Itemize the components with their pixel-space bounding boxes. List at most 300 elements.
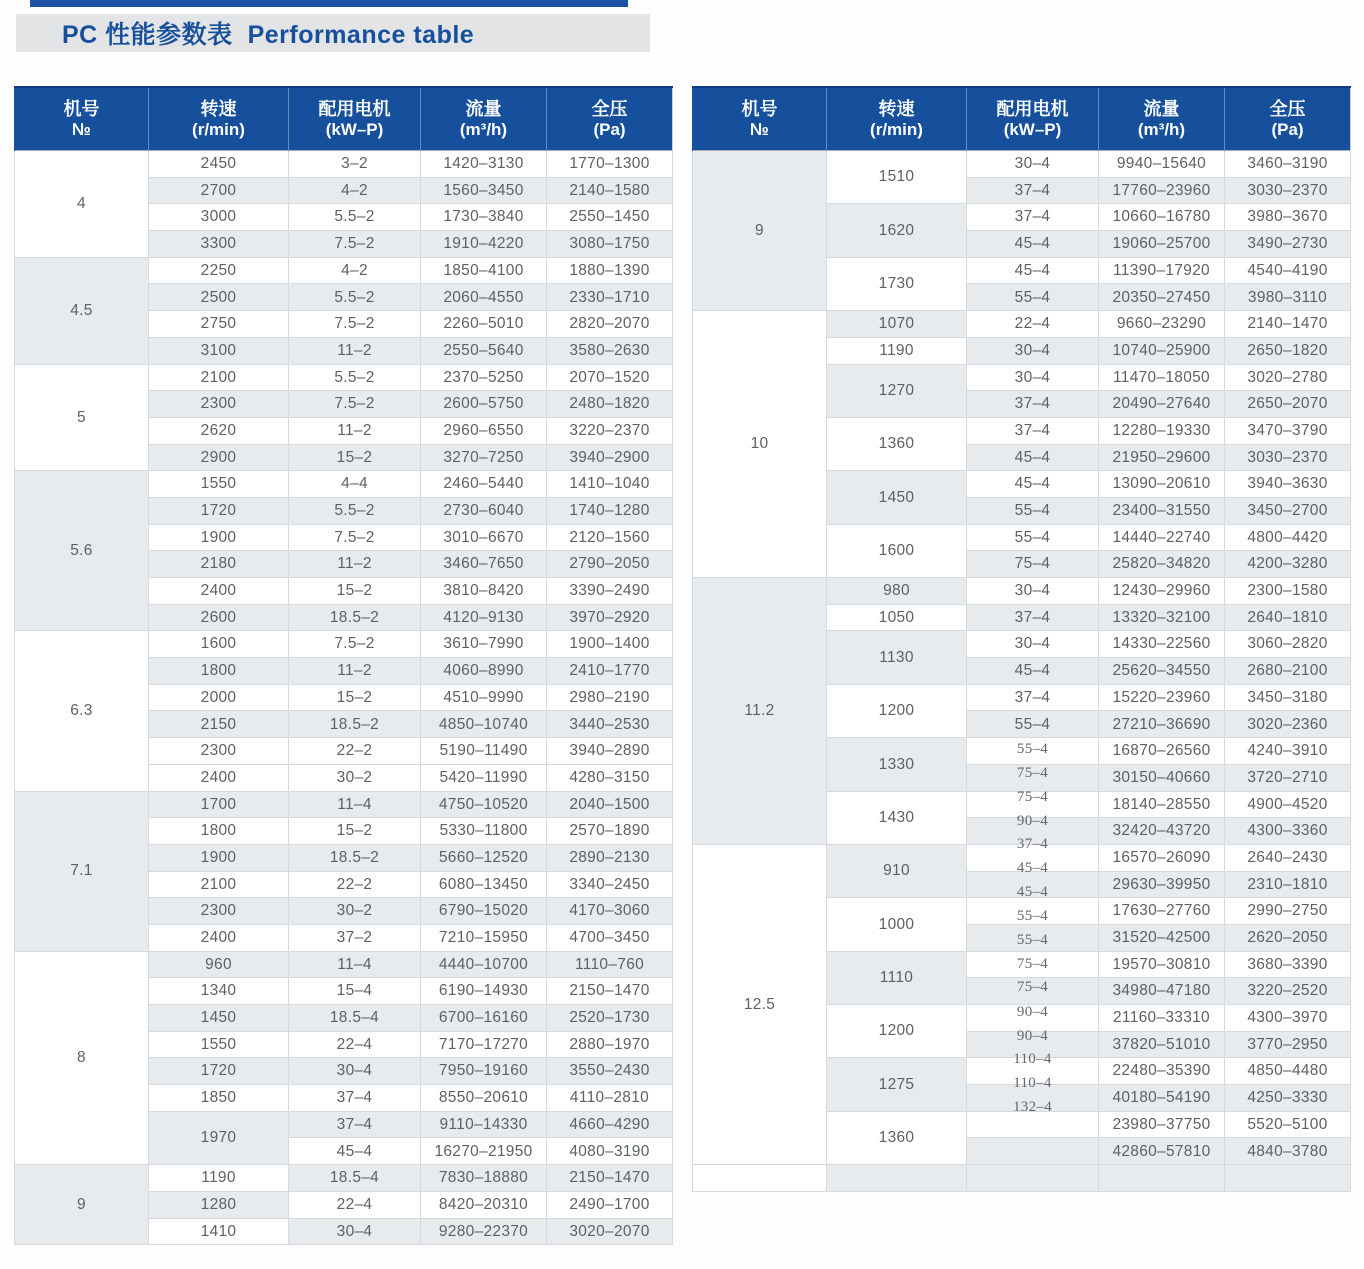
speed-cell: 2150 [149, 711, 289, 738]
motor-label: 4–4 [341, 475, 368, 493]
pressure-cell: 2550–1450 [547, 204, 673, 231]
speed-cell: 1550 [149, 1031, 289, 1058]
pressure-cell: 4900–4520 [1225, 791, 1351, 818]
flow-cell: 5330–11800 [421, 818, 547, 845]
speed-cell: 2900 [149, 444, 289, 471]
speed-cell: 1700 [149, 791, 289, 818]
speed-cell: 1050 [827, 604, 967, 631]
motor-cell [289, 1085, 421, 1112]
motor-label: 30–4 [336, 1222, 373, 1240]
motor-cell [967, 764, 1099, 791]
speed-cell: 2400 [149, 924, 289, 951]
flow-cell: 16270–21950 [421, 1138, 547, 1165]
pressure-cell: 2620–2050 [1225, 924, 1351, 951]
speed-cell: 2300 [149, 898, 289, 925]
table-row [15, 151, 673, 178]
motor-cell [289, 578, 421, 605]
motor-label: 30–4 [336, 1062, 373, 1080]
table-row [15, 791, 673, 818]
flow-cell: 13320–32100 [1099, 604, 1225, 631]
motor-label: 22–4 [336, 1195, 373, 1213]
motor-cell [289, 764, 421, 791]
pressure-cell: 4700–3450 [547, 924, 673, 951]
pressure-cell: 2330–1710 [547, 284, 673, 311]
motor-cell [967, 257, 1099, 284]
model-cell: 7.1 [15, 791, 149, 951]
motor-cell [289, 1058, 421, 1085]
motor-label: 132–4 [1013, 1098, 1052, 1115]
speed-cell: 1450 [827, 471, 967, 524]
speed-cell: 1510 [827, 151, 967, 204]
motor-cell [289, 871, 421, 898]
motor-cell [967, 151, 1099, 178]
flow-cell: 20350–27450 [1099, 284, 1225, 311]
motor-cell [967, 284, 1099, 311]
motor-label: 18.5–4 [329, 1169, 380, 1187]
pressure-cell: 4250–3330 [1225, 1085, 1351, 1112]
motor-label: 75–4 [1016, 979, 1049, 996]
motor-label: 110–4 [1013, 1075, 1052, 1092]
column-header-line2: (kW–P) [1003, 119, 1062, 139]
motor-cell [967, 497, 1099, 524]
flow-cell: 2730–6040 [421, 497, 547, 524]
speed-cell: 1200 [827, 1005, 967, 1058]
pressure-cell [1225, 1165, 1351, 1192]
pressure-cell: 4840–3780 [1225, 1138, 1351, 1165]
table-row [693, 151, 1351, 178]
pressure-cell: 4170–3060 [547, 898, 673, 925]
motor-label: 15–4 [336, 982, 373, 1000]
motor-label: 15–2 [336, 688, 373, 706]
pressure-cell: 3080–1750 [547, 231, 673, 258]
speed-cell: 1720 [149, 1058, 289, 1085]
motor-label: 55–4 [1016, 741, 1049, 758]
flow-cell: 8420–20310 [421, 1191, 547, 1218]
column-header-line2: (kW–P) [325, 119, 384, 139]
model-cell: 8 [15, 951, 149, 1165]
motor-label: 90–4 [1016, 812, 1049, 829]
model-cell: 9 [693, 151, 827, 311]
motor-cell [289, 898, 421, 925]
motor-cell [289, 311, 421, 338]
flow-cell: 2550–5640 [421, 337, 547, 364]
pressure-cell: 3770–2950 [1225, 1031, 1351, 1058]
motor-label: 45–4 [1014, 448, 1051, 466]
flow-cell: 16870–26560 [1099, 738, 1225, 765]
motor-label: 37–4 [1014, 421, 1051, 439]
speed-cell: 980 [827, 578, 967, 605]
motor-cell [289, 337, 421, 364]
flow-cell: 20490–27640 [1099, 391, 1225, 418]
pressure-cell: 3940–2890 [547, 738, 673, 765]
pressure-cell: 1110–760 [547, 951, 673, 978]
flow-cell: 14330–22560 [1099, 631, 1225, 658]
motor-cell [289, 1111, 421, 1138]
flow-cell: 3610–7990 [421, 631, 547, 658]
flow-cell: 13090–20610 [1099, 471, 1225, 498]
model-cell: 9 [15, 1165, 149, 1245]
motor-label: 5.5–2 [334, 502, 375, 520]
motor-label: 75–4 [1016, 765, 1049, 782]
flow-cell: 6080–13450 [421, 871, 547, 898]
column-header-line1: 配用电机 [996, 98, 1069, 119]
speed-cell: 1190 [149, 1165, 289, 1192]
model-cell: 4.5 [15, 257, 149, 364]
motor-label: 45–4 [1014, 261, 1051, 279]
model-cell: 11.2 [693, 578, 827, 845]
flow-cell: 11470–18050 [1099, 364, 1225, 391]
pressure-cell: 4300–3360 [1225, 818, 1351, 845]
speed-cell: 1110 [827, 951, 967, 1004]
motor-label: 22–2 [336, 742, 373, 760]
flow-cell: 7950–19160 [421, 1058, 547, 1085]
column-header-3 [421, 87, 547, 151]
motor-label: 5.5–2 [334, 208, 375, 226]
flow-cell: 9280–22370 [421, 1218, 547, 1245]
flow-cell: 9940–15640 [1099, 151, 1225, 178]
table-row [15, 631, 673, 658]
table-row [693, 578, 1351, 605]
flow-cell: 30150–40660 [1099, 764, 1225, 791]
flow-cell: 22480–35390 [1099, 1058, 1225, 1085]
speed-cell: 2750 [149, 311, 289, 338]
motor-label: 37–2 [336, 929, 373, 947]
pressure-cell: 4110–2810 [547, 1085, 673, 1112]
flow-cell: 23980–37750 [1099, 1111, 1225, 1138]
speed-cell: 2000 [149, 684, 289, 711]
table-row [15, 471, 673, 498]
column-header-line1: 机号 [63, 98, 100, 119]
motor-label: 30–4 [1014, 341, 1051, 359]
motor-label: 7.5–2 [334, 528, 375, 546]
model-cell: 10 [693, 311, 827, 578]
table-row [15, 951, 673, 978]
speed-cell: 1130 [827, 631, 967, 684]
pressure-cell: 2140–1580 [547, 177, 673, 204]
motor-cell [289, 1005, 421, 1032]
table-row [15, 1165, 673, 1192]
motor-label: 15–2 [336, 582, 373, 600]
flow-cell: 1730–3840 [421, 204, 547, 231]
pressure-cell: 2790–2050 [547, 551, 673, 578]
motor-cell [967, 738, 1099, 765]
motor-label: 30–4 [1014, 635, 1051, 653]
pressure-cell: 3970–2920 [547, 604, 673, 631]
flow-cell [1099, 1165, 1225, 1192]
speed-cell: 1620 [827, 204, 967, 257]
flow-cell: 14440–22740 [1099, 524, 1225, 551]
pressure-cell: 3390–2490 [547, 578, 673, 605]
column-header-2 [289, 87, 421, 151]
pressure-cell: 2650–2070 [1225, 391, 1351, 418]
motor-label: 75–4 [1016, 955, 1049, 972]
speed-cell: 1730 [827, 257, 967, 310]
pressure-cell: 3980–3670 [1225, 204, 1351, 231]
speed-cell: 2300 [149, 391, 289, 418]
pressure-cell: 3020–2360 [1225, 711, 1351, 738]
motor-cell [967, 391, 1099, 418]
speed-cell: 2700 [149, 177, 289, 204]
motor-cell [289, 1138, 421, 1165]
pressure-cell: 1880–1390 [547, 257, 673, 284]
flow-cell: 37820–51010 [1099, 1031, 1225, 1058]
motor-label: 4–2 [341, 261, 368, 279]
speed-cell: 1900 [149, 524, 289, 551]
pressure-cell: 3020–2070 [547, 1218, 673, 1245]
column-header-line2: (m³/h) [459, 119, 508, 139]
flow-cell: 5190–11490 [421, 738, 547, 765]
motor-cell [289, 684, 421, 711]
motor-cell [289, 284, 421, 311]
motor-cell [289, 497, 421, 524]
model-cell: 12.5 [693, 844, 827, 1164]
motor-cell [967, 444, 1099, 471]
performance-table-left [14, 86, 673, 1245]
pressure-cell: 2680–2100 [1225, 658, 1351, 685]
flow-cell: 11390–17920 [1099, 257, 1225, 284]
motor-label: 45–4 [1014, 662, 1051, 680]
speed-cell: 1190 [827, 337, 967, 364]
speed-cell: 910 [827, 844, 967, 897]
motor-cell [289, 844, 421, 871]
column-header-line1: 流量 [1143, 98, 1180, 119]
flow-cell: 2600–5750 [421, 391, 547, 418]
column-header-line2: (Pa) [593, 119, 626, 139]
motor-cell [967, 684, 1099, 711]
pressure-cell: 5520–5100 [1225, 1111, 1351, 1138]
pressure-cell: 3490–2730 [1225, 231, 1351, 258]
pressure-cell: 4240–3910 [1225, 738, 1351, 765]
speed-cell: 3000 [149, 204, 289, 231]
motor-label: 55–4 [1016, 931, 1049, 948]
pressure-cell: 3030–2370 [1225, 177, 1351, 204]
flow-cell: 3460–7650 [421, 551, 547, 578]
flow-cell: 1420–3130 [421, 151, 547, 178]
flow-cell: 1560–3450 [421, 177, 547, 204]
flow-cell: 9110–14330 [421, 1111, 547, 1138]
flow-cell: 2260–5010 [421, 311, 547, 338]
pressure-cell: 2410–1770 [547, 658, 673, 685]
motor-label: 30–4 [1014, 582, 1051, 600]
pressure-cell: 4540–4190 [1225, 257, 1351, 284]
motor-label: 7.5–2 [334, 395, 375, 413]
motor-cell [967, 711, 1099, 738]
motor-label: 75–4 [1016, 788, 1049, 805]
pressure-cell: 1770–1300 [547, 151, 673, 178]
speed-cell: 2500 [149, 284, 289, 311]
motor-cell [289, 257, 421, 284]
flow-cell: 16570–26090 [1099, 844, 1225, 871]
flow-cell: 4120–9130 [421, 604, 547, 631]
motor-cell [289, 1218, 421, 1245]
flow-cell: 3810–8420 [421, 578, 547, 605]
motor-cell [289, 417, 421, 444]
motor-label: 22–4 [336, 1035, 373, 1053]
model-cell: 5.6 [15, 471, 149, 631]
motor-label: 45–4 [336, 1142, 373, 1160]
pressure-cell: 3460–3190 [1225, 151, 1351, 178]
pressure-cell: 3220–2370 [547, 417, 673, 444]
column-header-line1: 全压 [591, 98, 628, 119]
motor-label: 18.5–2 [329, 848, 380, 866]
motor-cell [289, 818, 421, 845]
motor-cell [289, 631, 421, 658]
speed-cell: 2400 [149, 764, 289, 791]
flow-cell: 42860–57810 [1099, 1138, 1225, 1165]
flow-cell: 31520–42500 [1099, 924, 1225, 951]
page-title: PC 性能参数表 Performance table [62, 21, 475, 49]
pressure-cell: 3680–3390 [1225, 951, 1351, 978]
motor-cell [289, 231, 421, 258]
motor-cell [289, 951, 421, 978]
motor-cell [289, 151, 421, 178]
pressure-cell: 3060–2820 [1225, 631, 1351, 658]
flow-cell: 4750–10520 [421, 791, 547, 818]
pressure-cell: 3580–2630 [547, 337, 673, 364]
speed-cell: 2180 [149, 551, 289, 578]
table-row [693, 311, 1351, 338]
motor-label: 5.5–2 [334, 288, 375, 306]
title-band [16, 14, 650, 52]
flow-cell: 2960–6550 [421, 417, 547, 444]
speed-cell: 1275 [827, 1058, 967, 1111]
flow-cell: 40180–54190 [1099, 1085, 1225, 1112]
motor-label: 37–4 [1014, 181, 1051, 199]
motor-label: 11–2 [337, 341, 372, 359]
motor-cell [967, 578, 1099, 605]
flow-cell: 10660–16780 [1099, 204, 1225, 231]
flow-cell: 2370–5250 [421, 364, 547, 391]
flow-cell: 10740–25900 [1099, 337, 1225, 364]
motor-cell [289, 524, 421, 551]
motor-cell [289, 364, 421, 391]
flow-cell: 21950–29600 [1099, 444, 1225, 471]
pressure-cell: 1410–1040 [547, 471, 673, 498]
pressure-cell: 2890–2130 [547, 844, 673, 871]
pressure-cell: 4300–3970 [1225, 1005, 1351, 1032]
motor-label: 55–4 [1014, 502, 1051, 520]
flow-cell: 21160–33310 [1099, 1005, 1225, 1032]
motor-label: 11–2 [337, 421, 372, 439]
motor-label: 37–4 [336, 1089, 373, 1107]
column-header-4 [547, 87, 673, 151]
motor-cell [289, 471, 421, 498]
column-header-4 [1225, 87, 1351, 151]
pressure-cell: 2820–2070 [547, 311, 673, 338]
motor-label: 11–2 [337, 662, 372, 680]
speed-cell: 3300 [149, 231, 289, 258]
column-header-line1: 全压 [1269, 98, 1306, 119]
pressure-cell: 2880–1970 [547, 1031, 673, 1058]
pressure-cell: 2650–1820 [1225, 337, 1351, 364]
pressure-cell: 3340–2450 [547, 871, 673, 898]
speed-cell: 2300 [149, 738, 289, 765]
pressure-cell: 2150–1470 [547, 1165, 673, 1192]
column-header-line2: (m³/h) [1137, 119, 1186, 139]
motor-label: 5.5–2 [334, 368, 375, 386]
flow-cell: 5420–11990 [421, 764, 547, 791]
motor-label: 37–4 [336, 1115, 373, 1133]
pressure-cell: 2150–1470 [547, 978, 673, 1005]
speed-cell: 1360 [827, 417, 967, 470]
column-header-3 [1099, 87, 1225, 151]
pressure-cell: 2570–1890 [547, 818, 673, 845]
motor-cell [289, 658, 421, 685]
motor-label: 90–4 [1016, 1004, 1049, 1021]
pressure-cell: 2070–1520 [547, 364, 673, 391]
pressure-cell: 1740–1280 [547, 497, 673, 524]
performance-table-right [692, 86, 1351, 1192]
speed-cell: 1850 [149, 1085, 289, 1112]
speed-cell [827, 1165, 967, 1192]
motor-cell [967, 311, 1099, 338]
speed-cell: 1280 [149, 1191, 289, 1218]
motor-label: 30–4 [1014, 155, 1051, 173]
flow-cell: 6190–14930 [421, 978, 547, 1005]
column-header-1 [827, 87, 967, 151]
flow-cell: 8550–20610 [421, 1085, 547, 1112]
motor-cell [967, 337, 1099, 364]
speed-cell: 1600 [827, 524, 967, 577]
motor-label: 22–4 [1014, 315, 1051, 333]
motor-label: 45–4 [1014, 475, 1051, 493]
flow-cell: 29630–39950 [1099, 871, 1225, 898]
flow-cell: 19060–25700 [1099, 231, 1225, 258]
motor-label: 55–4 [1014, 715, 1051, 733]
motor-cell [289, 444, 421, 471]
flow-cell: 6790–15020 [421, 898, 547, 925]
speed-cell: 2100 [149, 871, 289, 898]
pressure-cell: 2520–1730 [547, 1005, 673, 1032]
motor-label: 15–2 [336, 822, 373, 840]
flow-cell: 17760–23960 [1099, 177, 1225, 204]
motor-label: 22–2 [336, 875, 373, 893]
pressure-cell: 4800–4420 [1225, 524, 1351, 551]
motor-cell [967, 231, 1099, 258]
flow-cell: 9660–23290 [1099, 311, 1225, 338]
speed-cell: 1800 [149, 818, 289, 845]
column-header-line2: (Pa) [1271, 119, 1304, 139]
pressure-cell: 3720–2710 [1225, 764, 1351, 791]
motor-cell [967, 551, 1099, 578]
motor-label: 55–4 [1014, 288, 1051, 306]
column-header-2 [967, 87, 1099, 151]
pressure-cell: 4200–3280 [1225, 551, 1351, 578]
motor-label: 30–2 [336, 902, 373, 920]
flow-cell: 1910–4220 [421, 231, 547, 258]
flow-cell: 25820–34820 [1099, 551, 1225, 578]
column-header-line1: 转速 [878, 98, 915, 119]
speed-cell: 1070 [827, 311, 967, 338]
motor-cell [967, 1098, 1099, 1165]
column-header-1 [149, 87, 289, 151]
motor-label: 90–4 [1016, 1027, 1049, 1044]
motor-cell [967, 658, 1099, 685]
motor-label: 110–4 [1013, 1051, 1052, 1068]
flow-cell: 32420–43720 [1099, 818, 1225, 845]
motor-label: 45–4 [1016, 883, 1049, 900]
motor-label: 11–4 [337, 795, 372, 813]
motor-label: 7.5–2 [334, 315, 375, 333]
speed-cell: 1550 [149, 471, 289, 498]
speed-cell: 2100 [149, 364, 289, 391]
motor-label: 3–2 [341, 155, 368, 173]
speed-cell: 2620 [149, 417, 289, 444]
model-cell: 5 [15, 364, 149, 471]
pressure-cell: 2490–1700 [547, 1191, 673, 1218]
motor-cell [289, 924, 421, 951]
speed-cell: 1970 [149, 1111, 289, 1164]
